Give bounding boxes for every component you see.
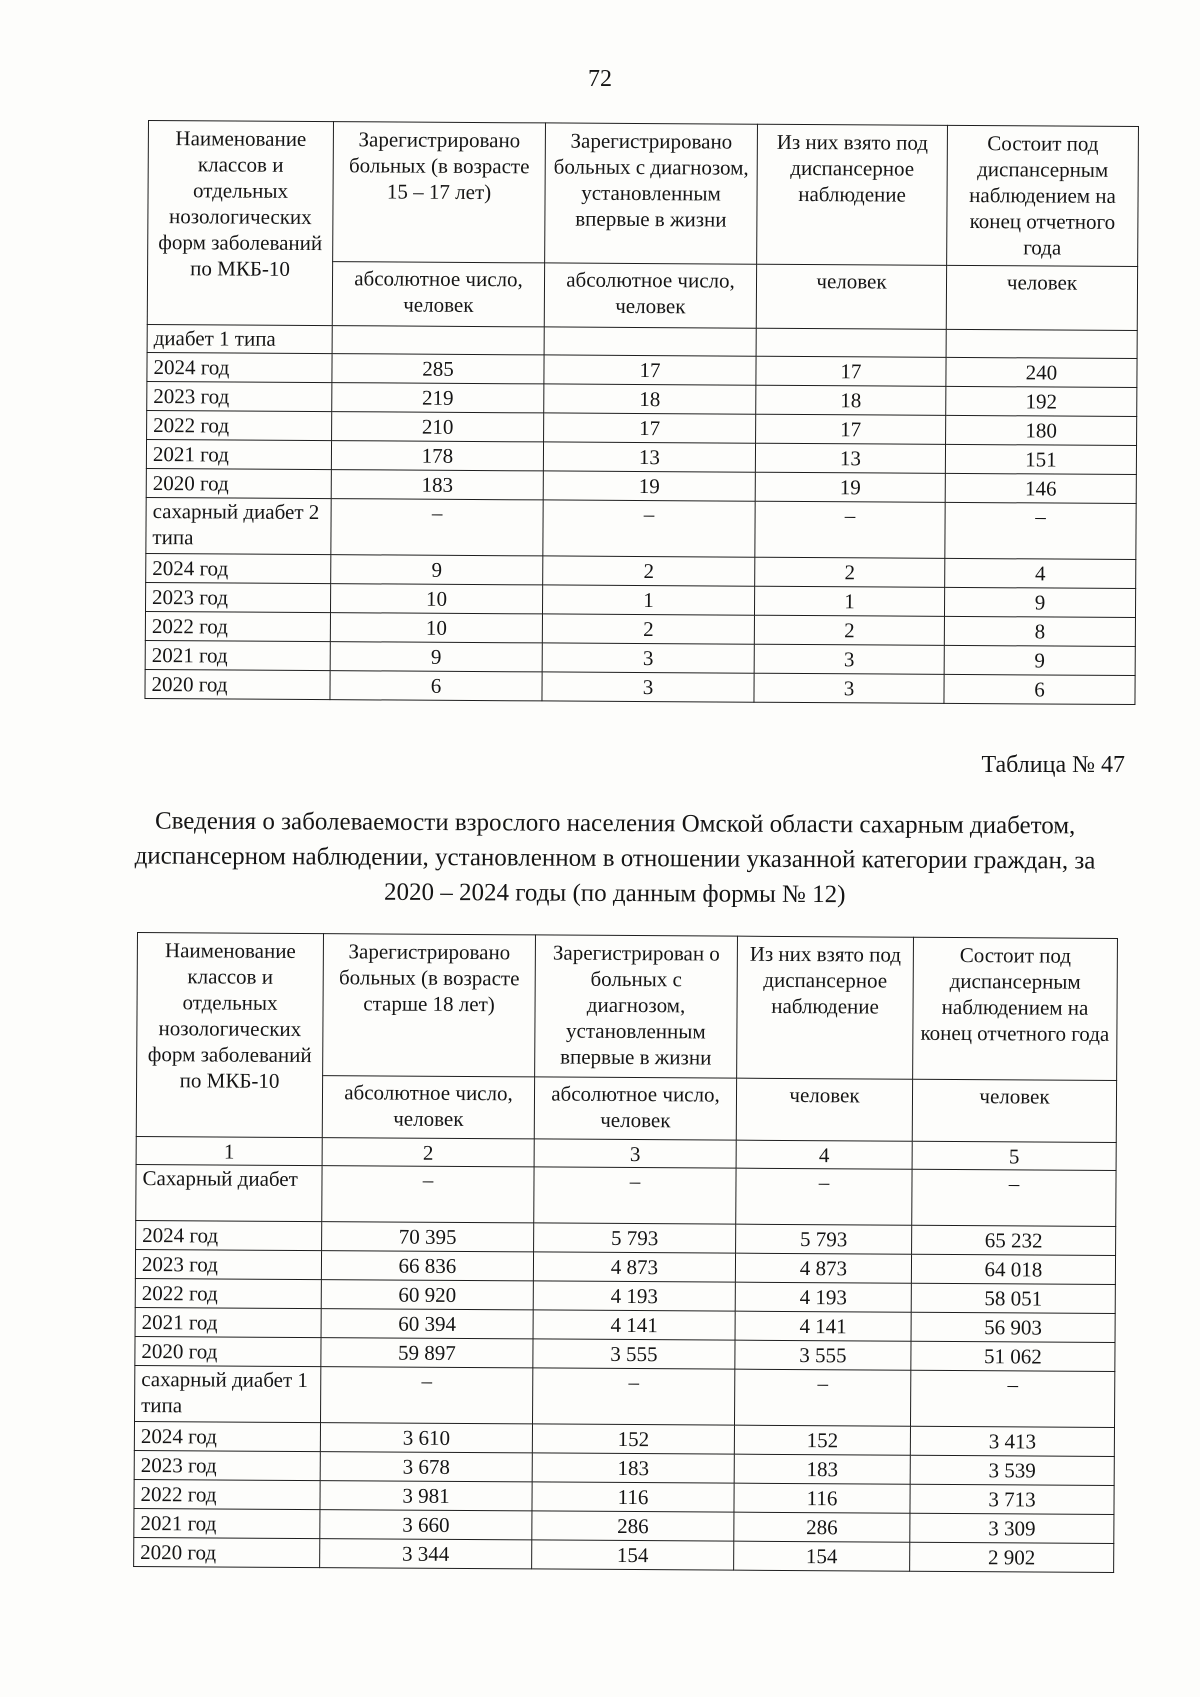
registered-cell: 178 [331,441,543,471]
unit-cell: абсолютное число, человек [544,263,756,328]
under-observation-cell: 3 309 [910,1513,1114,1543]
registered-cell: 10 [330,613,542,643]
under-observation-cell: 65 232 [912,1225,1116,1255]
year-cell: 2022 год [135,1278,321,1308]
taken-under-observation-cell: 1 [754,586,944,616]
unit-cell: человек [736,1078,912,1141]
empty-cell [946,329,1137,358]
header-registered: Зарегистрировано больных (в возрасте старше 18 лет) [323,934,536,1077]
taken-under-observation-cell: 154 [734,1541,910,1571]
table-row [145,669,1135,704]
first-diagnosed-cell: 13 [543,442,755,472]
under-observation-cell: 51 062 [911,1341,1115,1371]
first-diagnosed-cell: 2 [542,614,754,644]
table-diabetes-adults [133,932,1118,1573]
first-diagnosed-cell: 3 555 [533,1339,735,1369]
year-cell: 2024 год [136,1220,322,1250]
taken-under-observation-cell: 13 [755,443,945,473]
under-observation-cell: 3 539 [910,1455,1114,1485]
registered-cell: 9 [330,642,542,672]
taken-under-observation-cell: 152 [734,1425,910,1455]
unit-cell: человек [912,1079,1116,1142]
dash-cell: – [734,1369,910,1426]
group-label: диабет 1 типа [147,324,332,353]
taken-under-observation-cell: 4 873 [735,1253,911,1283]
first-diagnosed-cell: 17 [544,355,756,385]
taken-under-observation-cell: 4 193 [735,1282,911,1312]
taken-under-observation-cell: 286 [734,1512,910,1542]
registered-cell: 6 [330,671,542,701]
group-row [146,497,1136,559]
first-diagnosed-cell: 2 [543,556,755,586]
registered-cell: 285 [332,354,544,384]
under-observation-cell: 180 [946,415,1137,445]
table-caption: Таблица № 47 [981,752,1125,778]
registered-cell: 59 897 [321,1338,533,1368]
header-first-diagnosed: Зарегистрировано больных с диагнозом, установленным впервые в жизни [545,123,758,264]
first-diagnosed-cell: 4 873 [533,1252,735,1282]
year-cell: 2022 год [145,611,330,641]
empty-cell [544,327,756,356]
header-nosology: Наименование классов и отдельных нозологических форм заболеваний по МКБ-10 [136,933,323,1138]
taken-under-observation-cell: 4 141 [735,1311,911,1341]
registered-cell: 10 [330,584,542,614]
registered-cell: 70 395 [322,1222,534,1252]
under-observation-cell: 64 018 [911,1254,1115,1284]
group-label: Сахарный диабет [136,1164,322,1221]
dash-cell: – [322,1166,534,1223]
under-observation-cell: 58 051 [911,1283,1115,1313]
header-under-observation-end-year: Состоит под диспансерным наблюдением на конец отчетного года [913,937,1118,1080]
header-row [148,121,1139,267]
under-observation-cell: 240 [946,357,1137,387]
registered-cell: 66 836 [321,1251,533,1281]
first-diagnosed-cell: 183 [532,1453,734,1483]
registered-cell: 183 [331,470,543,500]
unit-cell: абсолютное число, человек [534,1077,736,1140]
year-cell: 2021 год [134,1508,320,1538]
registered-cell: 3 610 [320,1423,532,1453]
table-row [134,1537,1114,1572]
dash-cell: – [945,502,1136,559]
registered-cell: 210 [332,412,544,442]
group-row [136,1164,1116,1226]
year-cell: 2024 год [147,352,332,382]
column-number: 4 [736,1140,912,1169]
under-observation-cell: 9 [944,587,1135,617]
group-row [135,1365,1115,1427]
year-cell: 2023 год [145,582,330,612]
year-cell: 2021 год [135,1307,321,1337]
under-observation-cell: 56 903 [911,1312,1115,1342]
first-diagnosed-cell: 4 193 [533,1281,735,1311]
header-under-observation-end-year: Состоит под диспансерным наблюдением на конец отчетного года [947,125,1139,266]
taken-under-observation-cell: 17 [756,356,946,386]
under-observation-cell: 8 [944,616,1135,646]
unit-cell: абсолютное число, человек [332,262,544,327]
dash-cell: – [755,501,945,558]
first-diagnosed-cell: 154 [532,1540,734,1570]
under-observation-cell: 9 [944,645,1135,675]
group-label: сахарный диабет 1 типа [135,1365,321,1422]
year-cell: 2021 год [145,640,330,670]
taken-under-observation-cell: 116 [734,1483,910,1513]
registered-cell: 3 344 [320,1539,532,1569]
registered-cell: 60 920 [321,1280,533,1310]
registered-cell: 3 660 [320,1510,532,1540]
under-observation-cell: 4 [945,558,1136,588]
year-cell: 2023 год [134,1450,320,1480]
under-observation-cell: 2 902 [910,1542,1114,1572]
header-row [137,933,1118,1081]
first-diagnosed-cell: 3 [542,643,754,673]
column-number: 3 [534,1139,736,1168]
empty-cell [332,326,544,355]
under-observation-cell: 6 [944,674,1135,704]
year-cell: 2020 год [146,468,331,498]
registered-cell: 3 981 [320,1481,532,1511]
year-cell: 2020 год [134,1537,320,1567]
page-number: 72 [588,66,612,92]
first-diagnosed-cell: 1 [542,585,754,615]
first-diagnosed-cell: 4 141 [533,1310,735,1340]
year-cell: 2022 год [147,410,332,440]
table-title: Сведения о заболеваемости взрослого населения Омской области сахарным диабетом, диспансерном наблюдении, установленном в отношении указанной категории граждан, за 2020 – 2024 годы (по данным формы № 12) [134,807,1096,909]
first-diagnosed-cell: 5 793 [534,1223,736,1253]
unit-cell: человек [946,265,1137,330]
registered-cell: 219 [332,383,544,413]
taken-under-observation-cell: 3 555 [735,1340,911,1370]
header-taken-under-observation: Из них взято под диспансерное наблюдение [757,124,948,265]
unit-cell: абсолютное число, человек [322,1076,534,1139]
registered-cell: 60 394 [321,1309,533,1339]
column-number: 1 [136,1136,322,1165]
dash-cell: – [533,1368,735,1425]
year-cell: 2023 год [147,381,332,411]
year-cell: 2024 год [134,1421,320,1451]
dash-cell: – [912,1169,1116,1226]
dash-cell: – [910,1370,1114,1427]
dash-cell: – [543,500,755,557]
header-registered: Зарегистрировано больных (в возрасте 15 – 17 лет) [333,122,546,263]
taken-under-observation-cell: 5 793 [736,1224,912,1254]
registered-cell: 9 [331,555,543,585]
taken-under-observation-cell: 19 [755,472,945,502]
first-diagnosed-cell: 3 [542,672,754,702]
taken-under-observation-cell: 18 [756,385,946,415]
first-diagnosed-cell: 286 [532,1511,734,1541]
under-observation-cell: 3 713 [910,1484,1114,1514]
taken-under-observation-cell: 183 [734,1454,910,1484]
group-label: сахарный диабет 2 типа [146,497,331,554]
year-cell: 2023 год [135,1249,321,1279]
first-diagnosed-cell: 152 [532,1424,734,1454]
dash-cell: – [534,1167,736,1224]
table-diabetes-adolescents [144,120,1139,705]
taken-under-observation-cell: 17 [756,414,946,444]
column-number: 2 [322,1138,534,1167]
unit-cell: человек [756,264,946,329]
year-cell: 2021 год [146,439,331,469]
first-diagnosed-cell: 18 [544,384,756,414]
first-diagnosed-cell: 19 [543,471,755,501]
dash-cell: – [321,1367,533,1424]
year-cell: 2020 год [135,1336,321,1366]
empty-cell [756,328,946,357]
column-number: 5 [912,1141,1116,1170]
first-diagnosed-cell: 116 [532,1482,734,1512]
header-taken-under-observation: Из них взято под диспансерное наблюдение [737,936,914,1079]
taken-under-observation-cell: 3 [754,644,944,674]
registered-cell: 3 678 [320,1452,532,1482]
year-cell: 2024 год [146,553,331,583]
year-cell: 2022 год [134,1479,320,1509]
year-cell: 2020 год [145,669,330,699]
under-observation-cell: 151 [945,444,1136,474]
first-diagnosed-cell: 17 [544,413,756,443]
header-nosology: Наименование классов и отдельных нозологических форм заболеваний по МКБ-10 [147,121,333,326]
taken-under-observation-cell: 3 [754,673,944,703]
under-observation-cell: 192 [946,386,1137,416]
dash-cell: – [736,1168,912,1225]
taken-under-observation-cell: 2 [755,557,945,587]
header-first-diagnosed: Зарегистрирован о больных с диагнозом, установленным впервые в жизни [535,935,738,1078]
dash-cell: – [331,499,543,556]
taken-under-observation-cell: 2 [754,615,944,645]
under-observation-cell: 3 413 [910,1426,1114,1456]
under-observation-cell: 146 [945,473,1136,503]
